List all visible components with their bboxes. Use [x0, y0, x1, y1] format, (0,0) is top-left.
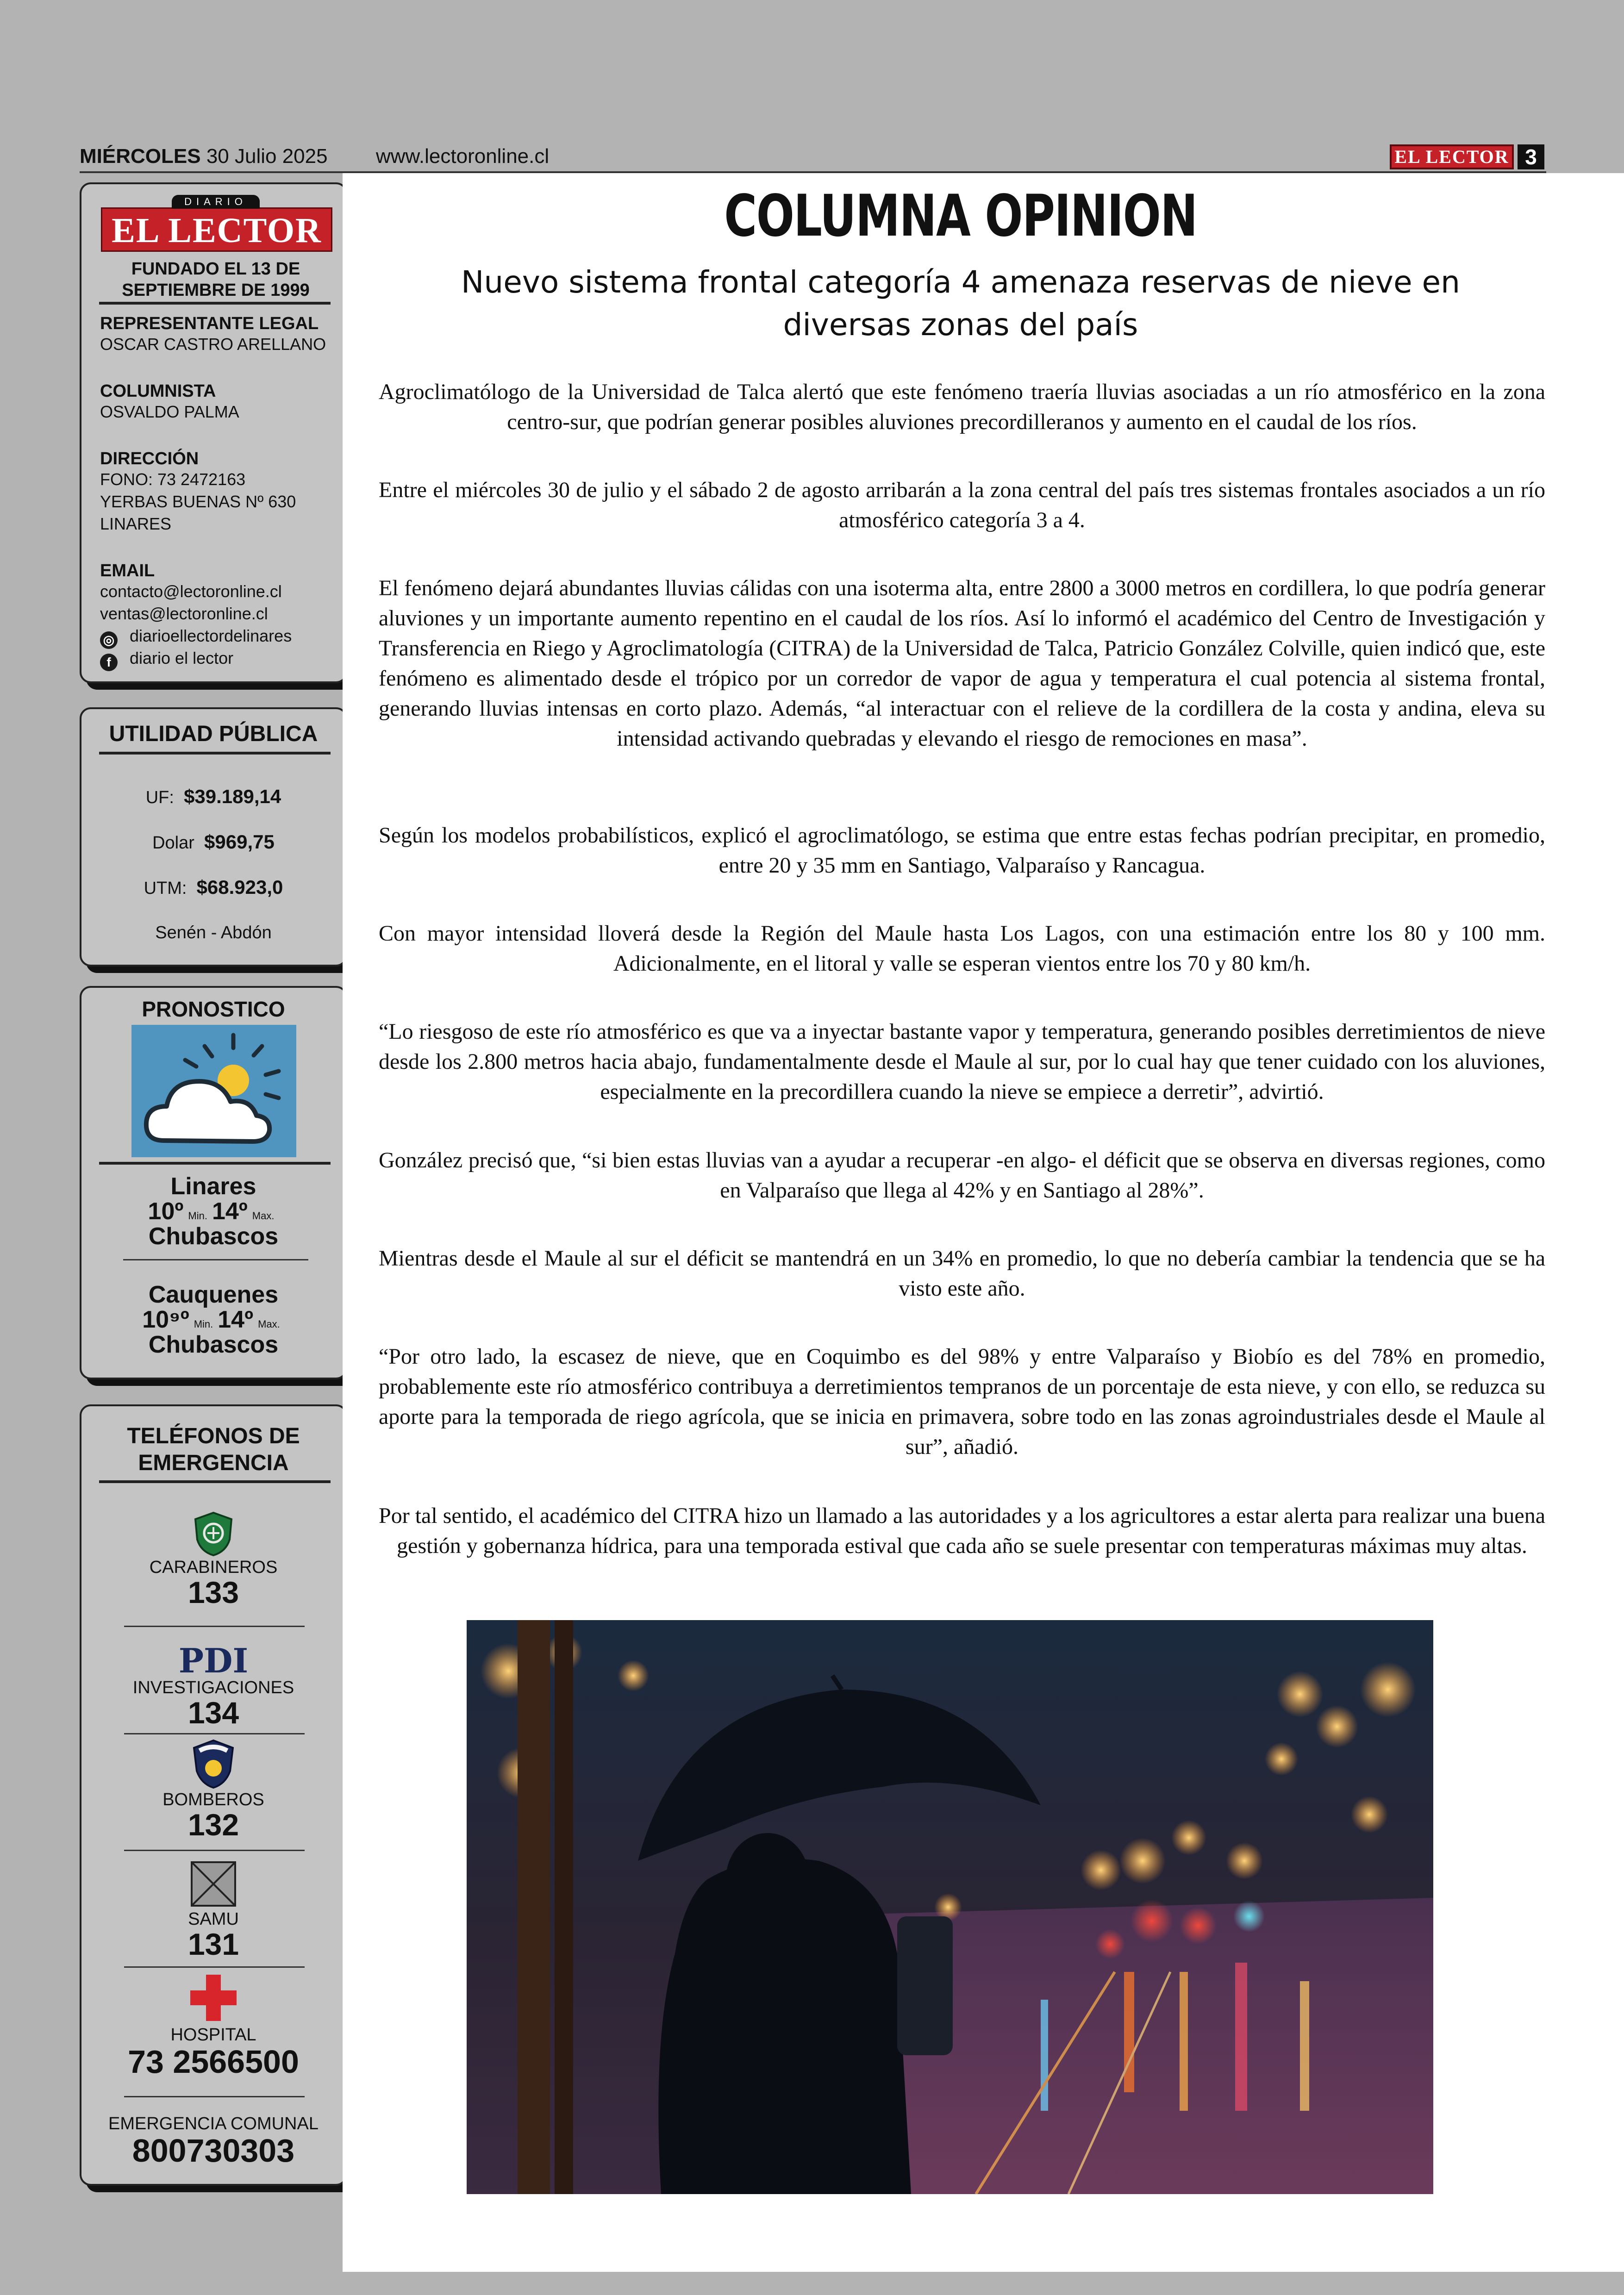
columnist-name: OSVALDO PALMA: [100, 402, 239, 421]
emergency-name: SAMU: [188, 1909, 239, 1929]
divider: [99, 1480, 331, 1483]
saints-of-day: Senén - Abdón: [155, 923, 272, 942]
emergency-investigaciones[interactable]: [81, 1641, 345, 1730]
divider: [99, 752, 331, 755]
facebook-handle: diario el lector: [130, 649, 234, 667]
emergency-comunal[interactable]: [81, 2114, 345, 2167]
page-header: [80, 143, 1546, 171]
emergency-name: EMERGENCIA COMUNAL: [108, 2114, 319, 2133]
logo-diario-label: DIARIO: [172, 195, 260, 209]
article-paragraph: González precisó que, “si bien estas lluvias van a ayudar a recuperar -en algo- el déficit que se observa en diversas regiones, como en Valparaíso que llega al 42% y en Santiago al 28%”.: [379, 1148, 1545, 1203]
article-paragraph: El fenómeno dejará abundantes lluvias cálidas con una isoterma alta, entre 2800 a 3000 metros en cordillera, lo que podría generar aluviones y un importante aumento repentino en el caudal de los ríos. Así lo informó el académico del Centro de Investigación y Transferencia en Riego y Agroclimatología (CITRA) de la Universidad de Talca, Patricio González Colville, quien indicó que, este fenómeno es alimentado desde el trópico por un corredor de vapor de agua y temperatura el cual potencia al sistema frontal, generando lluvias intensas en corto plazo. Además, “al interactuar con el relieve de la cordillera de la costa y andina, eleva su intensidad activando quebradas y elevando el riesgo de remociones en masa”.: [379, 576, 1545, 751]
divider: [123, 1259, 308, 1260]
emergency-hospital[interactable]: [81, 1974, 345, 2078]
emergency-number: 132: [187, 1808, 239, 1842]
min-label: Min.: [194, 1318, 213, 1330]
dolar-row: [81, 830, 345, 854]
article-paragraph: Por tal sentido, el académico del CITRA hizo un llamado a las autoridades y a los agricultores a estar alerta para realizar una buena gestión y gobernanza hídrica, para una temporada estival que cada año se suele presentar con temperaturas máximas muy altas.: [379, 1503, 1545, 1558]
min-temp: 10⁹º: [142, 1306, 189, 1333]
bomberos-badge-icon: [81, 1739, 345, 1790]
street-text: YERBAS BUENAS Nº 630: [100, 492, 296, 511]
forecast-condition-linares: Chubascos: [148, 1223, 279, 1250]
red-cross-icon: [81, 1974, 345, 2025]
forecast-condition-cauquenes: Chubascos: [148, 1331, 279, 1358]
rainy-street-photo: [467, 1620, 1433, 2194]
emergency-carabineros[interactable]: [81, 1511, 345, 1607]
emergency-number: 800730303: [132, 2133, 295, 2169]
weather-forecast-box: [80, 986, 347, 1379]
emergency-number: 73 2566500: [128, 2044, 299, 2080]
article-paragraph: Mientras desde el Maule al sur el déficit se mantendrá en un 34% en promedio, lo que no debería cambiar la tendencia que se ha visto este año.: [379, 1246, 1545, 1301]
masthead-info-box: [80, 182, 347, 683]
facebook-link[interactable]: [100, 647, 233, 671]
emergency-number: 131: [187, 1927, 239, 1961]
article-paragraph: Agroclimatólogo de la Universidad de Talca alertó que este fenómeno traería lluvias asociadas a un río atmosférico en la zona centro-sur, que podrían generar posibles aluviones precordilleranos y aumento en el caudal de los ríos.: [379, 380, 1545, 434]
min-label: Min.: [188, 1210, 207, 1222]
max-temp: 14º: [212, 1198, 248, 1225]
divider: [124, 1626, 305, 1627]
article-paragraph: Entre el miércoles 30 de julio y el sábado 2 de agosto arribarán a la zona central del país tres sistemas frontales asociados a un río atmosférico categoría 3 a 4.: [379, 478, 1545, 532]
legal-rep-label: REPRESENTANTE LEGAL: [100, 314, 319, 333]
address-label: DIRECCIÓN: [100, 449, 199, 468]
forecast-city-cauquenes: Cauquenes: [148, 1281, 279, 1308]
email-contact[interactable]: contacto@lectoronline.cl: [100, 582, 282, 601]
article-paragraph: Según los modelos probabilísticos, explicó el agroclimatólogo, se estima que entre estas fechas podrían precipitar, en promedio, entre 20 y 35 mm en Santiago, Valparaíso y Rancagua.: [379, 823, 1545, 878]
emergency-title: TELÉFONOS DE EMERGENCIA: [127, 1424, 300, 1475]
max-label: Max.: [258, 1318, 280, 1330]
dolar-value: $969,75: [204, 831, 275, 853]
max-temp: 14º: [218, 1306, 254, 1333]
founded-text: FUNDADO EL 13 DE SEPTIEMBRE DE 1999: [122, 259, 310, 300]
weekday: MIÉRCOLES: [80, 145, 201, 168]
utm-value: $68.923,0: [196, 876, 283, 898]
utility-title: UTILIDAD PÚBLICA: [109, 722, 318, 746]
legal-rep-name: OSCAR CASTRO ARELLANO: [100, 335, 326, 354]
city-text: LINARES: [100, 514, 172, 533]
uf-label: UF:: [145, 788, 174, 807]
utm-label: UTM:: [144, 879, 187, 898]
divider: [124, 1850, 305, 1851]
emergency-name: CARABINEROS: [149, 1558, 278, 1577]
emergency-name: HOSPITAL: [170, 2025, 256, 2045]
public-utility-box: [80, 707, 347, 967]
emergency-phones-box: [80, 1404, 347, 2186]
cloud-sun-icon: [131, 1025, 296, 1157]
date-text: 30 Julio 2025: [206, 145, 328, 168]
emergency-bomberos[interactable]: [81, 1739, 345, 1840]
article-paragraph: Con mayor intensidad lloverá desde la Región del Maule hasta Los Lagos, con una estimación entre los 80 y 100 mm. Adicionalmente, en el litoral y valle se esperan vientos entre los 70 y 80 km/h.: [379, 921, 1545, 976]
instagram-handle: diarioellectordelinares: [130, 626, 292, 645]
uf-row: [81, 785, 345, 809]
max-label: Max.: [252, 1210, 275, 1222]
forecast-city-linares: Linares: [170, 1173, 256, 1200]
instagram-icon: ◎: [100, 631, 118, 649]
emergency-number: 133: [187, 1575, 239, 1609]
utm-row: [81, 876, 345, 900]
email-sales[interactable]: ventas@lectoronline.cl: [100, 604, 268, 623]
article-paragraph: “Por otro lado, la escasez de nieve, que en Coquimbo es del 98% y entre Valparaíso y Biobío es del 78% en promedio, probablemente este río atmosférico contribuya a derretimientos tempranos de un porcentaje de esta nieve, y con ello, se reduzca su aporte para la temporada de riego agrícola, que se inicia en primavera, sobre todo en las zonas agroindustriales desde el Maule al sur”, añadió.: [379, 1344, 1545, 1459]
pdi-icon: PDI: [178, 1641, 249, 1680]
article-area: [343, 173, 1624, 2272]
page-number: 3: [1518, 144, 1544, 169]
facebook-icon: f: [100, 654, 118, 671]
divider: [124, 1733, 305, 1734]
website-url[interactable]: www.lectoronline.cl: [376, 145, 550, 168]
instagram-link[interactable]: [100, 625, 292, 649]
divider: [99, 302, 331, 305]
phone-text: FONO: 73 2472163: [100, 470, 246, 489]
logo-name: EL LECTOR: [112, 211, 322, 250]
forecast-title: PRONOSTICO: [142, 997, 285, 1021]
dolar-label: Dolar: [152, 833, 194, 853]
uf-value: $39.189,14: [184, 786, 281, 807]
min-temp: 10º: [148, 1198, 184, 1225]
email-label: EMAIL: [100, 561, 155, 580]
article-paragraph: “Lo riesgoso de este río atmosférico es que va a inyectar bastante vapor y temperatura, generando posibles derretimientos de nieve desde los 2.800 metros hacia abajo, fundamentalmente desde el Maule al sur, por lo cual hay que tener cuidado con los aluviones, especialmente en la precordillera cuando la nieve se empiece a derretir”, advirtió.: [379, 1019, 1545, 1104]
emergency-name: INVESTIGACIONES: [132, 1678, 294, 1697]
el-lector-logo: [101, 196, 332, 252]
carabineros-badge-icon: [81, 1511, 345, 1557]
emergency-number: 134: [187, 1696, 239, 1730]
emergency-samu[interactable]: [81, 1861, 345, 1959]
divider: [124, 1966, 305, 1968]
divider: [99, 1162, 331, 1165]
masthead-mini-logo: EL LECTOR: [1390, 144, 1514, 169]
columnist-label: COLUMNISTA: [100, 381, 216, 401]
emergency-name: BOMBEROS: [162, 1790, 264, 1809]
article-headline: Nuevo sistema frontal categoría 4 amenaza reservas de nieve en diversas zonas del país: [461, 264, 1460, 343]
section-title: COLUMNA OPINION: [724, 183, 1197, 249]
issue-date: [80, 143, 328, 170]
divider: [124, 2096, 305, 2097]
samu-placeholder-icon: [81, 1861, 345, 1909]
